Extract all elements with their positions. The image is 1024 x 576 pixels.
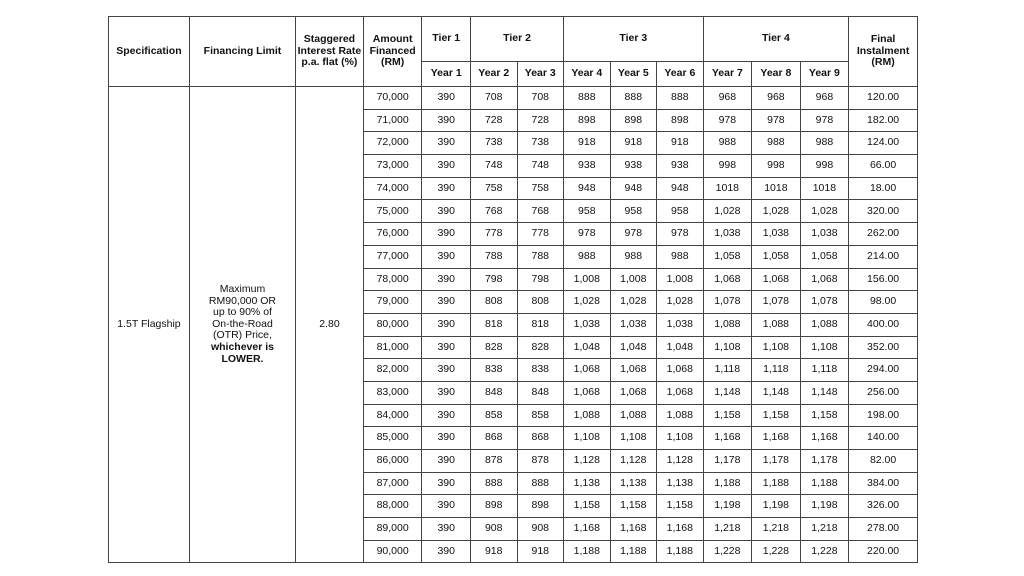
cell-tier4-year8: 988 — [752, 132, 801, 155]
header-financing-limit: Financing Limit — [189, 17, 295, 87]
header-year-8: Year 8 — [752, 62, 801, 87]
header-year-4: Year 4 — [564, 62, 611, 87]
cell-tier1-year1: 390 — [422, 495, 471, 518]
cell-tier2-year3: 868 — [517, 427, 564, 450]
cell-tier3-year5: 1,028 — [610, 291, 657, 314]
cell-tier2-year3: 878 — [517, 450, 564, 473]
cell-tier4-year7: 1,158 — [703, 404, 752, 427]
header-tier-2: Tier 2 — [470, 17, 563, 62]
cell-tier1-year1: 390 — [422, 336, 471, 359]
cell-tier4-year7: 1,078 — [703, 291, 752, 314]
cell-final-instalment: 352.00 — [849, 336, 918, 359]
cell-tier2-year3: 828 — [517, 336, 564, 359]
cell-amount-financed: 75,000 — [363, 200, 422, 223]
header-final-instalment: Final Instalment (RM) — [849, 17, 918, 87]
cell-amount-financed: 71,000 — [363, 109, 422, 132]
cell-tier1-year1: 390 — [422, 177, 471, 200]
cell-final-instalment: 156.00 — [849, 268, 918, 291]
cell-tier3-year4: 1,138 — [564, 472, 611, 495]
cell-tier3-year4: 988 — [564, 245, 611, 268]
cell-amount-financed: 84,000 — [363, 404, 422, 427]
cell-tier4-year9: 1,198 — [800, 495, 849, 518]
cell-tier3-year5: 888 — [610, 87, 657, 110]
cell-tier4-year7: 1,118 — [703, 359, 752, 382]
cell-tier1-year1: 390 — [422, 472, 471, 495]
cell-tier4-year8: 1018 — [752, 177, 801, 200]
cell-tier1-year1: 390 — [422, 291, 471, 314]
cell-tier4-year9: 1,058 — [800, 245, 849, 268]
cell-tier3-year4: 1,108 — [564, 427, 611, 450]
cell-tier2-year2: 738 — [470, 132, 517, 155]
cell-tier3-year4: 1,028 — [564, 291, 611, 314]
cell-tier3-year5: 988 — [610, 245, 657, 268]
cell-tier4-year8: 978 — [752, 109, 801, 132]
cell-tier4-year7: 988 — [703, 132, 752, 155]
cell-tier4-year8: 1,178 — [752, 450, 801, 473]
cell-tier3-year6: 1,048 — [657, 336, 704, 359]
cell-tier3-year6: 1,008 — [657, 268, 704, 291]
cell-tier4-year8: 1,158 — [752, 404, 801, 427]
cell-tier3-year5: 1,048 — [610, 336, 657, 359]
cell-tier4-year9: 1,218 — [800, 518, 849, 541]
cell-amount-financed: 70,000 — [363, 87, 422, 110]
header-interest-rate: Staggered Interest Rate p.a. flat (%) — [296, 17, 364, 87]
cell-tier2-year3: 758 — [517, 177, 564, 200]
cell-tier4-year8: 1,168 — [752, 427, 801, 450]
cell-tier3-year4: 1,088 — [564, 404, 611, 427]
cell-tier3-year5: 978 — [610, 223, 657, 246]
cell-tier4-year8: 1,188 — [752, 472, 801, 495]
header-year-2: Year 2 — [470, 62, 517, 87]
cell-tier3-year4: 918 — [564, 132, 611, 155]
cell-tier2-year3: 908 — [517, 518, 564, 541]
cell-tier4-year7: 1,058 — [703, 245, 752, 268]
cell-tier4-year9: 1,188 — [800, 472, 849, 495]
cell-amount-financed: 87,000 — [363, 472, 422, 495]
cell-tier3-year4: 888 — [564, 87, 611, 110]
cell-final-instalment: 278.00 — [849, 518, 918, 541]
cell-tier4-year8: 1,068 — [752, 268, 801, 291]
cell-tier3-year6: 948 — [657, 177, 704, 200]
cell-tier4-year9: 1,068 — [800, 268, 849, 291]
cell-tier3-year5: 1,108 — [610, 427, 657, 450]
cell-tier4-year9: 1,028 — [800, 200, 849, 223]
cell-tier2-year2: 728 — [470, 109, 517, 132]
cell-tier2-year3: 848 — [517, 381, 564, 404]
cell-tier2-year2: 918 — [470, 540, 517, 563]
cell-amount-financed: 78,000 — [363, 268, 422, 291]
cell-tier4-year9: 968 — [800, 87, 849, 110]
cell-tier3-year5: 1,038 — [610, 313, 657, 336]
cell-tier3-year5: 938 — [610, 155, 657, 178]
spec-specification: 1.5T Flagship — [109, 87, 190, 563]
cell-tier2-year3: 888 — [517, 472, 564, 495]
cell-tier1-year1: 390 — [422, 359, 471, 382]
cell-tier4-year7: 1,198 — [703, 495, 752, 518]
cell-tier2-year3: 738 — [517, 132, 564, 155]
cell-tier4-year7: 1,088 — [703, 313, 752, 336]
cell-tier4-year9: 1,078 — [800, 291, 849, 314]
cell-tier2-year3: 798 — [517, 268, 564, 291]
cell-tier3-year6: 1,068 — [657, 359, 704, 382]
cell-final-instalment: 256.00 — [849, 381, 918, 404]
cell-tier1-year1: 390 — [422, 427, 471, 450]
cell-tier1-year1: 390 — [422, 381, 471, 404]
cell-tier3-year6: 1,188 — [657, 540, 704, 563]
cell-tier2-year3: 728 — [517, 109, 564, 132]
cell-amount-financed: 77,000 — [363, 245, 422, 268]
cell-final-instalment: 198.00 — [849, 404, 918, 427]
cell-tier4-year9: 1018 — [800, 177, 849, 200]
cell-tier3-year6: 988 — [657, 245, 704, 268]
cell-tier2-year2: 808 — [470, 291, 517, 314]
cell-tier1-year1: 390 — [422, 518, 471, 541]
cell-tier2-year3: 788 — [517, 245, 564, 268]
cell-tier4-year8: 998 — [752, 155, 801, 178]
cell-tier3-year6: 918 — [657, 132, 704, 155]
header-year-1: Year 1 — [422, 62, 471, 87]
cell-tier4-year9: 1,168 — [800, 427, 849, 450]
cell-final-instalment: 262.00 — [849, 223, 918, 246]
cell-amount-financed: 74,000 — [363, 177, 422, 200]
cell-tier4-year9: 1,148 — [800, 381, 849, 404]
cell-tier4-year7: 1,068 — [703, 268, 752, 291]
cell-tier1-year1: 390 — [422, 200, 471, 223]
cell-tier1-year1: 390 — [422, 223, 471, 246]
cell-tier1-year1: 390 — [422, 155, 471, 178]
cell-tier3-year4: 1,168 — [564, 518, 611, 541]
cell-tier4-year9: 998 — [800, 155, 849, 178]
spec-financing-limit — [189, 87, 295, 563]
header-year-7: Year 7 — [703, 62, 752, 87]
cell-amount-financed: 88,000 — [363, 495, 422, 518]
cell-tier2-year2: 868 — [470, 427, 517, 450]
cell-final-instalment: 400.00 — [849, 313, 918, 336]
cell-tier3-year6: 1,038 — [657, 313, 704, 336]
cell-tier4-year8: 1,198 — [752, 495, 801, 518]
cell-tier3-year6: 1,108 — [657, 427, 704, 450]
cell-tier2-year2: 898 — [470, 495, 517, 518]
cell-tier3-year4: 1,068 — [564, 381, 611, 404]
cell-tier4-year7: 1,168 — [703, 427, 752, 450]
cell-tier4-year9: 1,158 — [800, 404, 849, 427]
cell-tier2-year2: 878 — [470, 450, 517, 473]
cell-amount-financed: 89,000 — [363, 518, 422, 541]
cell-tier2-year2: 778 — [470, 223, 517, 246]
cell-final-instalment: 294.00 — [849, 359, 918, 382]
header-year-5: Year 5 — [610, 62, 657, 87]
cell-tier4-year7: 1,028 — [703, 200, 752, 223]
cell-amount-financed: 81,000 — [363, 336, 422, 359]
cell-tier4-year8: 1,088 — [752, 313, 801, 336]
cell-tier4-year9: 1,108 — [800, 336, 849, 359]
cell-tier1-year1: 390 — [422, 87, 471, 110]
cell-tier3-year5: 1,068 — [610, 381, 657, 404]
cell-tier3-year6: 1,128 — [657, 450, 704, 473]
cell-tier4-year8: 968 — [752, 87, 801, 110]
cell-tier4-year7: 1,178 — [703, 450, 752, 473]
cell-tier2-year3: 818 — [517, 313, 564, 336]
cell-tier4-year9: 1,228 — [800, 540, 849, 563]
cell-tier1-year1: 390 — [422, 450, 471, 473]
cell-tier3-year4: 1,158 — [564, 495, 611, 518]
cell-tier2-year3: 838 — [517, 359, 564, 382]
cell-tier1-year1: 390 — [422, 245, 471, 268]
cell-tier4-year9: 978 — [800, 109, 849, 132]
cell-tier4-year9: 1,178 — [800, 450, 849, 473]
cell-tier2-year2: 748 — [470, 155, 517, 178]
cell-tier2-year2: 788 — [470, 245, 517, 268]
cell-tier2-year3: 768 — [517, 200, 564, 223]
cell-tier2-year2: 908 — [470, 518, 517, 541]
cell-tier1-year1: 390 — [422, 132, 471, 155]
cell-tier1-year1: 390 — [422, 313, 471, 336]
cell-tier3-year5: 1,128 — [610, 450, 657, 473]
cell-tier4-year7: 1,108 — [703, 336, 752, 359]
cell-final-instalment: 384.00 — [849, 472, 918, 495]
cell-tier2-year3: 918 — [517, 540, 564, 563]
cell-tier4-year7: 1,148 — [703, 381, 752, 404]
cell-tier4-year8: 1,218 — [752, 518, 801, 541]
cell-final-instalment: 124.00 — [849, 132, 918, 155]
cell-tier2-year2: 798 — [470, 268, 517, 291]
cell-tier3-year4: 1,048 — [564, 336, 611, 359]
cell-tier3-year4: 1,068 — [564, 359, 611, 382]
cell-tier4-year8: 1,228 — [752, 540, 801, 563]
cell-tier3-year6: 1,138 — [657, 472, 704, 495]
cell-tier4-year8: 1,108 — [752, 336, 801, 359]
cell-tier4-year7: 978 — [703, 109, 752, 132]
cell-tier3-year4: 978 — [564, 223, 611, 246]
cell-final-instalment: 18.00 — [849, 177, 918, 200]
cell-tier3-year4: 948 — [564, 177, 611, 200]
cell-tier2-year3: 748 — [517, 155, 564, 178]
header-tier-1: Tier 1 — [422, 17, 471, 62]
cell-tier2-year3: 808 — [517, 291, 564, 314]
cell-final-instalment: 326.00 — [849, 495, 918, 518]
cell-amount-financed: 80,000 — [363, 313, 422, 336]
cell-tier3-year6: 888 — [657, 87, 704, 110]
cell-tier4-year8: 1,078 — [752, 291, 801, 314]
cell-tier4-year7: 1,228 — [703, 540, 752, 563]
cell-tier3-year5: 1,008 — [610, 268, 657, 291]
cell-amount-financed: 76,000 — [363, 223, 422, 246]
cell-tier3-year6: 1,028 — [657, 291, 704, 314]
cell-tier1-year1: 390 — [422, 404, 471, 427]
cell-tier3-year6: 898 — [657, 109, 704, 132]
cell-tier4-year7: 1,218 — [703, 518, 752, 541]
cell-tier2-year2: 768 — [470, 200, 517, 223]
cell-amount-financed: 83,000 — [363, 381, 422, 404]
cell-tier4-year9: 1,038 — [800, 223, 849, 246]
cell-final-instalment: 140.00 — [849, 427, 918, 450]
cell-tier4-year9: 988 — [800, 132, 849, 155]
cell-final-instalment: 82.00 — [849, 450, 918, 473]
cell-amount-financed: 86,000 — [363, 450, 422, 473]
cell-tier2-year3: 898 — [517, 495, 564, 518]
cell-amount-financed: 72,000 — [363, 132, 422, 155]
cell-amount-financed: 79,000 — [363, 291, 422, 314]
cell-tier3-year5: 1,138 — [610, 472, 657, 495]
header-year-9: Year 9 — [800, 62, 849, 87]
cell-tier4-year7: 998 — [703, 155, 752, 178]
cell-tier3-year5: 898 — [610, 109, 657, 132]
cell-tier3-year6: 1,068 — [657, 381, 704, 404]
cell-final-instalment: 120.00 — [849, 87, 918, 110]
cell-tier3-year6: 958 — [657, 200, 704, 223]
cell-tier2-year2: 848 — [470, 381, 517, 404]
cell-tier4-year8: 1,118 — [752, 359, 801, 382]
cell-tier3-year5: 1,088 — [610, 404, 657, 427]
cell-final-instalment: 320.00 — [849, 200, 918, 223]
header-specification: Specification — [109, 17, 190, 87]
header-amount-financed: Amount Financed (RM) — [363, 17, 422, 87]
cell-tier2-year2: 828 — [470, 336, 517, 359]
cell-tier4-year9: 1,118 — [800, 359, 849, 382]
cell-final-instalment: 98.00 — [849, 291, 918, 314]
cell-tier4-year7: 1,188 — [703, 472, 752, 495]
cell-amount-financed: 73,000 — [363, 155, 422, 178]
cell-tier3-year4: 958 — [564, 200, 611, 223]
cell-tier1-year1: 390 — [422, 268, 471, 291]
cell-tier1-year1: 390 — [422, 540, 471, 563]
header-tier-4: Tier 4 — [703, 17, 849, 62]
cell-tier4-year7: 1,038 — [703, 223, 752, 246]
financing-table — [108, 16, 918, 563]
cell-tier3-year5: 1,068 — [610, 359, 657, 382]
cell-tier3-year4: 1,128 — [564, 450, 611, 473]
cell-tier2-year3: 858 — [517, 404, 564, 427]
cell-amount-financed: 90,000 — [363, 540, 422, 563]
financing-limit-main: Maximum RM90,000 OR up to 90% of On-the-Road (OTR) Price, — [208, 283, 277, 342]
cell-tier4-year8: 1,028 — [752, 200, 801, 223]
cell-tier4-year8: 1,058 — [752, 245, 801, 268]
table-row — [109, 87, 918, 110]
cell-tier3-year5: 948 — [610, 177, 657, 200]
cell-tier3-year4: 1,008 — [564, 268, 611, 291]
cell-tier4-year8: 1,038 — [752, 223, 801, 246]
cell-tier4-year9: 1,088 — [800, 313, 849, 336]
cell-tier2-year2: 758 — [470, 177, 517, 200]
cell-tier3-year4: 1,038 — [564, 313, 611, 336]
cell-tier2-year2: 708 — [470, 87, 517, 110]
header-tier-3: Tier 3 — [564, 17, 704, 62]
table-body — [109, 87, 918, 563]
cell-tier4-year7: 1018 — [703, 177, 752, 200]
cell-tier3-year5: 1,188 — [610, 540, 657, 563]
financing-limit-emphasis: whichever is LOWER. — [210, 341, 274, 365]
cell-tier2-year2: 838 — [470, 359, 517, 382]
cell-tier3-year4: 1,188 — [564, 540, 611, 563]
cell-tier2-year3: 778 — [517, 223, 564, 246]
spec-interest-rate: 2.80 — [296, 87, 364, 563]
cell-final-instalment: 66.00 — [849, 155, 918, 178]
cell-final-instalment: 182.00 — [849, 109, 918, 132]
cell-tier2-year2: 858 — [470, 404, 517, 427]
cell-tier3-year6: 978 — [657, 223, 704, 246]
cell-tier4-year8: 1,148 — [752, 381, 801, 404]
header-year-3: Year 3 — [517, 62, 564, 87]
financing-limit-text — [203, 284, 281, 365]
cell-tier3-year6: 1,168 — [657, 518, 704, 541]
cell-final-instalment: 214.00 — [849, 245, 918, 268]
cell-tier2-year2: 888 — [470, 472, 517, 495]
cell-tier3-year5: 958 — [610, 200, 657, 223]
cell-tier3-year6: 1,158 — [657, 495, 704, 518]
cell-tier4-year7: 968 — [703, 87, 752, 110]
cell-tier3-year4: 938 — [564, 155, 611, 178]
cell-amount-financed: 85,000 — [363, 427, 422, 450]
cell-tier3-year4: 898 — [564, 109, 611, 132]
cell-tier2-year3: 708 — [517, 87, 564, 110]
cell-tier3-year6: 1,088 — [657, 404, 704, 427]
cell-tier2-year2: 818 — [470, 313, 517, 336]
header-year-6: Year 6 — [657, 62, 704, 87]
cell-tier3-year5: 918 — [610, 132, 657, 155]
cell-tier3-year6: 938 — [657, 155, 704, 178]
cell-amount-financed: 82,000 — [363, 359, 422, 382]
cell-tier3-year5: 1,168 — [610, 518, 657, 541]
cell-tier3-year5: 1,158 — [610, 495, 657, 518]
cell-final-instalment: 220.00 — [849, 540, 918, 563]
cell-tier1-year1: 390 — [422, 109, 471, 132]
